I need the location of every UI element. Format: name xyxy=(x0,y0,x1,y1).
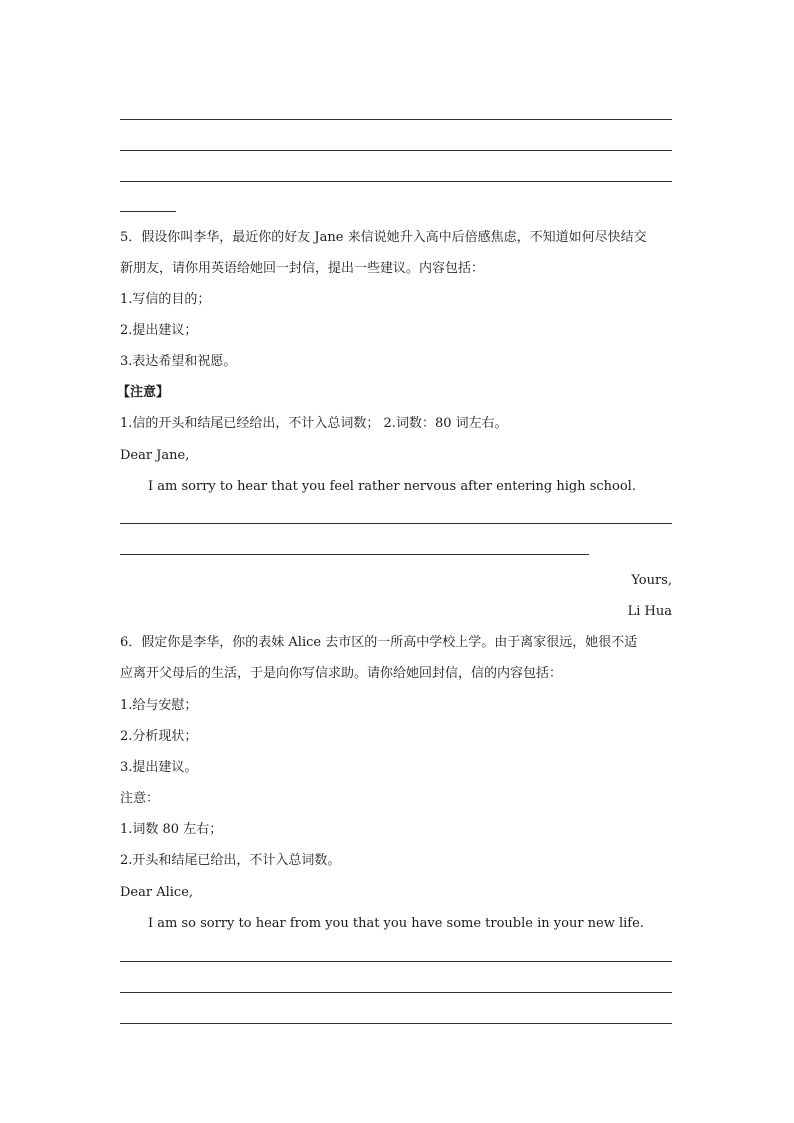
q5-prompt-line-2: 新朋友，请你用英语给她回一封信，提出一些建议。内容包括： xyxy=(120,261,485,276)
q5-item: 3.表达希望和祝愿。 xyxy=(120,354,237,369)
answer-line xyxy=(120,1023,672,1024)
answer-line xyxy=(120,961,672,962)
q5-signature: Li Hua xyxy=(627,604,672,619)
q5-item: 1.写信的目的； xyxy=(120,292,211,307)
q6-prompt-line-1: 6．假定你是李华，你的表妹 Alice 去市区的一所高中学校上学。由于离家很远，她很不适 xyxy=(120,635,638,650)
q5-prompt-line-1: 5．假设你叫李华，最近你的好友 Jane 来信说她升入高中后倍感焦虑，不知道如何尽快结交 xyxy=(120,230,647,245)
answer-line xyxy=(120,150,672,151)
q6-item: 1.给与安慰； xyxy=(120,698,198,713)
q5-note: 1.信的开头和结尾已经给出，不计入总词数； 2.词数：80 词左右。 xyxy=(120,416,508,431)
q6-item: 3.提出建议。 xyxy=(120,760,198,775)
q5-salutation: Dear Jane, xyxy=(120,448,190,463)
answer-line-short xyxy=(120,211,176,212)
q5-note-heading: 【注意】 xyxy=(117,385,170,400)
q6-opening: I am so sorry to hear from you that you have some trouble in your new life. xyxy=(148,916,644,931)
q6-salutation: Dear Alice, xyxy=(120,885,194,900)
answer-line xyxy=(120,523,672,524)
answer-line xyxy=(120,119,672,120)
answer-line xyxy=(120,992,672,993)
q5-opening: I am sorry to hear that you feel rather nervous after entering high school. xyxy=(148,479,636,494)
q6-note: 1.词数 80 左右； xyxy=(120,822,223,837)
q6-note: 2.开头和结尾已给出，不计入总词数。 xyxy=(120,853,341,868)
answer-line xyxy=(120,554,589,555)
q5-closing: Yours, xyxy=(631,573,672,588)
q5-item: 2.提出建议； xyxy=(120,323,198,338)
q6-prompt-line-2: 应离开父母后的生活，于是向你写信求助。请你给她回封信，信的内容包括： xyxy=(120,666,563,681)
answer-line xyxy=(120,181,672,182)
q6-item: 2.分析现状； xyxy=(120,729,198,744)
q6-note-heading: 注意： xyxy=(120,791,160,806)
